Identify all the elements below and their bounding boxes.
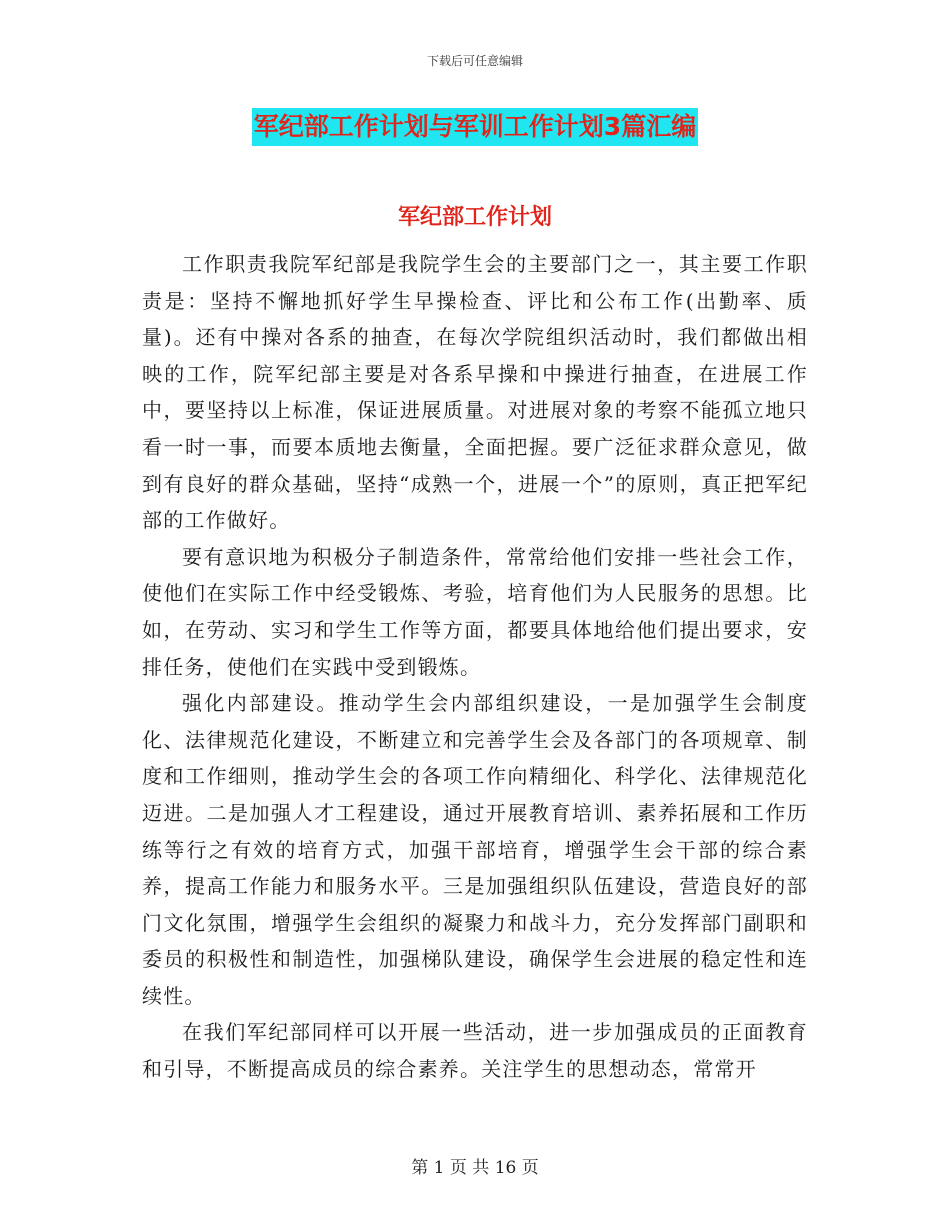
paragraph: 强化内部建设。推动学生会内部组织建设，一是加强学生会制度化、法律规范化建设，不断建立和完善学生会及各部门的各项规章、制度和工作细则，推动学生会的各项工作向精细化、科学化、法律规范化迈进。二是加强人才工程建设，通过开展教育培训、素养拓展和工作历练等行之有效的培育方式，加强干部培育，增强学生会干部的综合素养，提高工作能力和服务水平。三是加强组织队伍建设，营造良好的部门文化氛围，增强学生会组织的凝聚力和战斗力，充分发挥部门副职和委员的积极性和制造性，加强梯队建设，确保学生会进展的稳定性和连续性。 (142, 691, 808, 1008)
paragraph: 工作职责我院军纪部是我院学生会的主要部门之一，其主要工作职责是：坚持不懈地抓好学生早操检查、评比和公布工作(出勤率、质量)。还有中操对各系的抽查，在每次学院组织活动时，我们都做出相映的工作，院军纪部主要是对各系早操和中操进行抽查，在进展工作中，要坚持以上标准，保证进展质量。对进展对象的考察不能孤立地只看一时一事，而要本质地去衡量，全面把握。要广泛征求群众意见，做到有良好的群众基础，坚持“成熟一个，进展一个”的原则，真正把军纪部的工作做好。 (142, 252, 808, 533)
paragraph: 在我们军纪部同样可以开展一些活动，进一步加强成员的正面教育和引导，不断提高成员的综合素养。关注学生的思想动态，常常开 (142, 1020, 808, 1082)
page-footer: 第 1 页 共 16 页 (411, 1158, 539, 1178)
document-title (0, 108, 950, 146)
section-title: 军纪部工作计划 (397, 205, 552, 230)
body-text (142, 246, 808, 1088)
paragraph: 要有意识地为积极分子制造条件，常常给他们安排一些社会工作，使他们在实际工作中经受锻炼、考验，培育他们为人民服务的思想。比如，在劳动、实习和学生工作等方面，都要具体地给他们提出要求，安排任务，使他们在实践中受到锻炼。 (142, 544, 808, 679)
document-title-text: 军纪部工作计划与军训工作计划3篇汇编 (252, 108, 698, 146)
header-note: 下载后可任意编辑 (426, 54, 523, 68)
